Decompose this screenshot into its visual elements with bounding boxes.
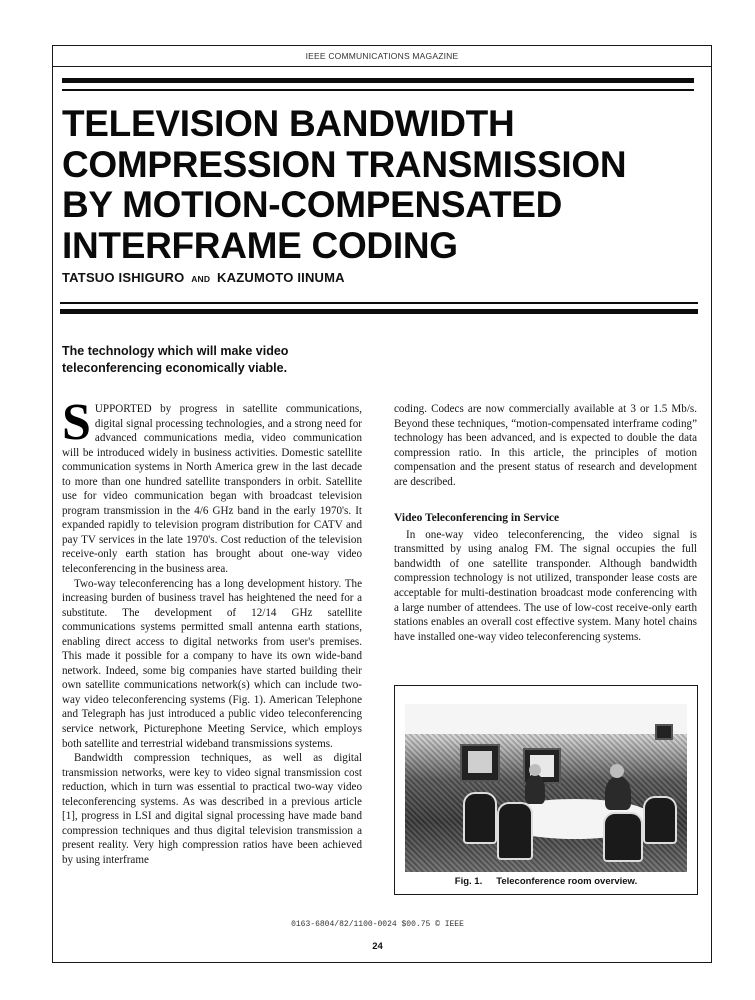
drop-cap: S bbox=[62, 394, 91, 451]
title-line: TELEVISION BANDWIDTH bbox=[62, 103, 515, 144]
person-figure bbox=[605, 776, 631, 810]
title-line: BY MOTION-COMPENSATED bbox=[62, 184, 563, 225]
person-head bbox=[610, 764, 624, 778]
chair bbox=[463, 792, 497, 844]
monitor-icon bbox=[460, 744, 500, 782]
person-figure bbox=[525, 774, 545, 804]
figure-caption bbox=[395, 876, 697, 887]
figure-caption-text: Teleconference room overview. bbox=[496, 876, 638, 887]
title-line: INTERFRAME CODING bbox=[62, 224, 458, 266]
article-deck: The technology which will make video teleconferencing economically viable. bbox=[62, 344, 289, 375]
teleconference-room-photo bbox=[405, 704, 687, 872]
photo-wall bbox=[405, 704, 687, 734]
figure-number: Fig. 1. bbox=[454, 876, 483, 887]
copyright-code: 0163-6804/82/1100-0024 $00.75 © IEEE bbox=[291, 920, 464, 929]
author-name: TATSUO ISHIGURO bbox=[62, 270, 185, 285]
paragraph-text: UPPORTED by progress in satellite communications, digital signal processing technologies, and a strong need for advanced communications media, video communication will be introduced widely in business activities. Domestic satellite communication systems in North America grew in the last decade to more than one hundred satellite transponders in orbit. Satellite use for video communication began with broadcast television program transmission in the 4/6 GHz band in the early 1970's. It expanded rapidly to television program distribution for CATV and pay TV services in the late 1970's. Cost reduction of the television receive-only earth station has brought about one-way video teleconferencing in the business area. bbox=[62, 403, 362, 576]
body-column-right bbox=[394, 402, 697, 644]
author-byline bbox=[62, 270, 345, 285]
chair bbox=[643, 796, 677, 844]
person-head bbox=[529, 764, 541, 776]
chair bbox=[603, 812, 643, 862]
top-thin-rule bbox=[62, 89, 694, 91]
title-line: COMPRESSION TRANSMISSION bbox=[62, 143, 627, 185]
author-conjunction: AND bbox=[191, 274, 211, 284]
figure-1 bbox=[394, 685, 698, 895]
author-name: KAZUMOTO IINUMA bbox=[217, 270, 345, 285]
page-number: 24 bbox=[372, 941, 383, 952]
magazine-header: IEEE COMMUNICATIONS MAGAZINE bbox=[52, 45, 712, 67]
chair bbox=[497, 802, 533, 860]
body-paragraph: In one-way video teleconferencing, the video signal is transmitted by using analog FM. The signal occupies the full bandwidth of one satellite transponder. Although bandwidth compression technology is not utilized, transponder lease costs are acceptable for multi-destination broadcast mode conferencing with a large number of attendees. The use of low-cost receive-only earth stations enables an overall cost effective system. Many hotel chains have installed one-way video teleconferencing systems. bbox=[394, 528, 697, 643]
body-column-left bbox=[62, 394, 362, 868]
article-title bbox=[62, 104, 702, 266]
section-heading: Video Teleconferencing in Service bbox=[394, 512, 560, 525]
body-paragraph bbox=[62, 394, 362, 577]
body-paragraph: Two-way teleconferencing has a long development history. The increasing burden of business travel has heightened the need for a substitute. The development of 12/14 GHz satellite communications systems permitted small antenna earth stations, enabling direct access to digital networks from user's premises. This made it possible for a company to have its own wide-band network. Indeed, some big companies have started building their own satellite communications network(s) which can include two-way video teleconferencing systems (Fig. 1). American Telephone and Telegraph has just introduced a public video teleconferencing service network, Picturephone Meeting Service, which employs both satellite and terrestrial wideband transmissions systems. bbox=[62, 577, 362, 750]
top-thick-rule bbox=[62, 78, 694, 83]
body-paragraph: coding. Codecs are now commercially available at 3 or 1.5 Mb/s. Beyond these techniques, “motion-compensated interframe coding” technology has been advanced, and is expected to double the data compression ratio. In this article, the principles of motion compensation and the present status of research and development are described. bbox=[394, 403, 697, 488]
monitor-icon bbox=[655, 724, 673, 740]
body-paragraph: Bandwidth compression techniques, as well as digital transmission networks, were key to video signal transmission cost reduction, which in turn was essential to practical two-way video teleconferencing systems. As was described in a previous article [1], progress in LSI and digital signal processing have made band compression techniques and thus digital television transmission a present reality. Very high compression ratios have been achieved by using interframe bbox=[62, 752, 362, 866]
byline-thin-rule bbox=[60, 302, 698, 304]
byline-thick-rule bbox=[60, 309, 698, 314]
